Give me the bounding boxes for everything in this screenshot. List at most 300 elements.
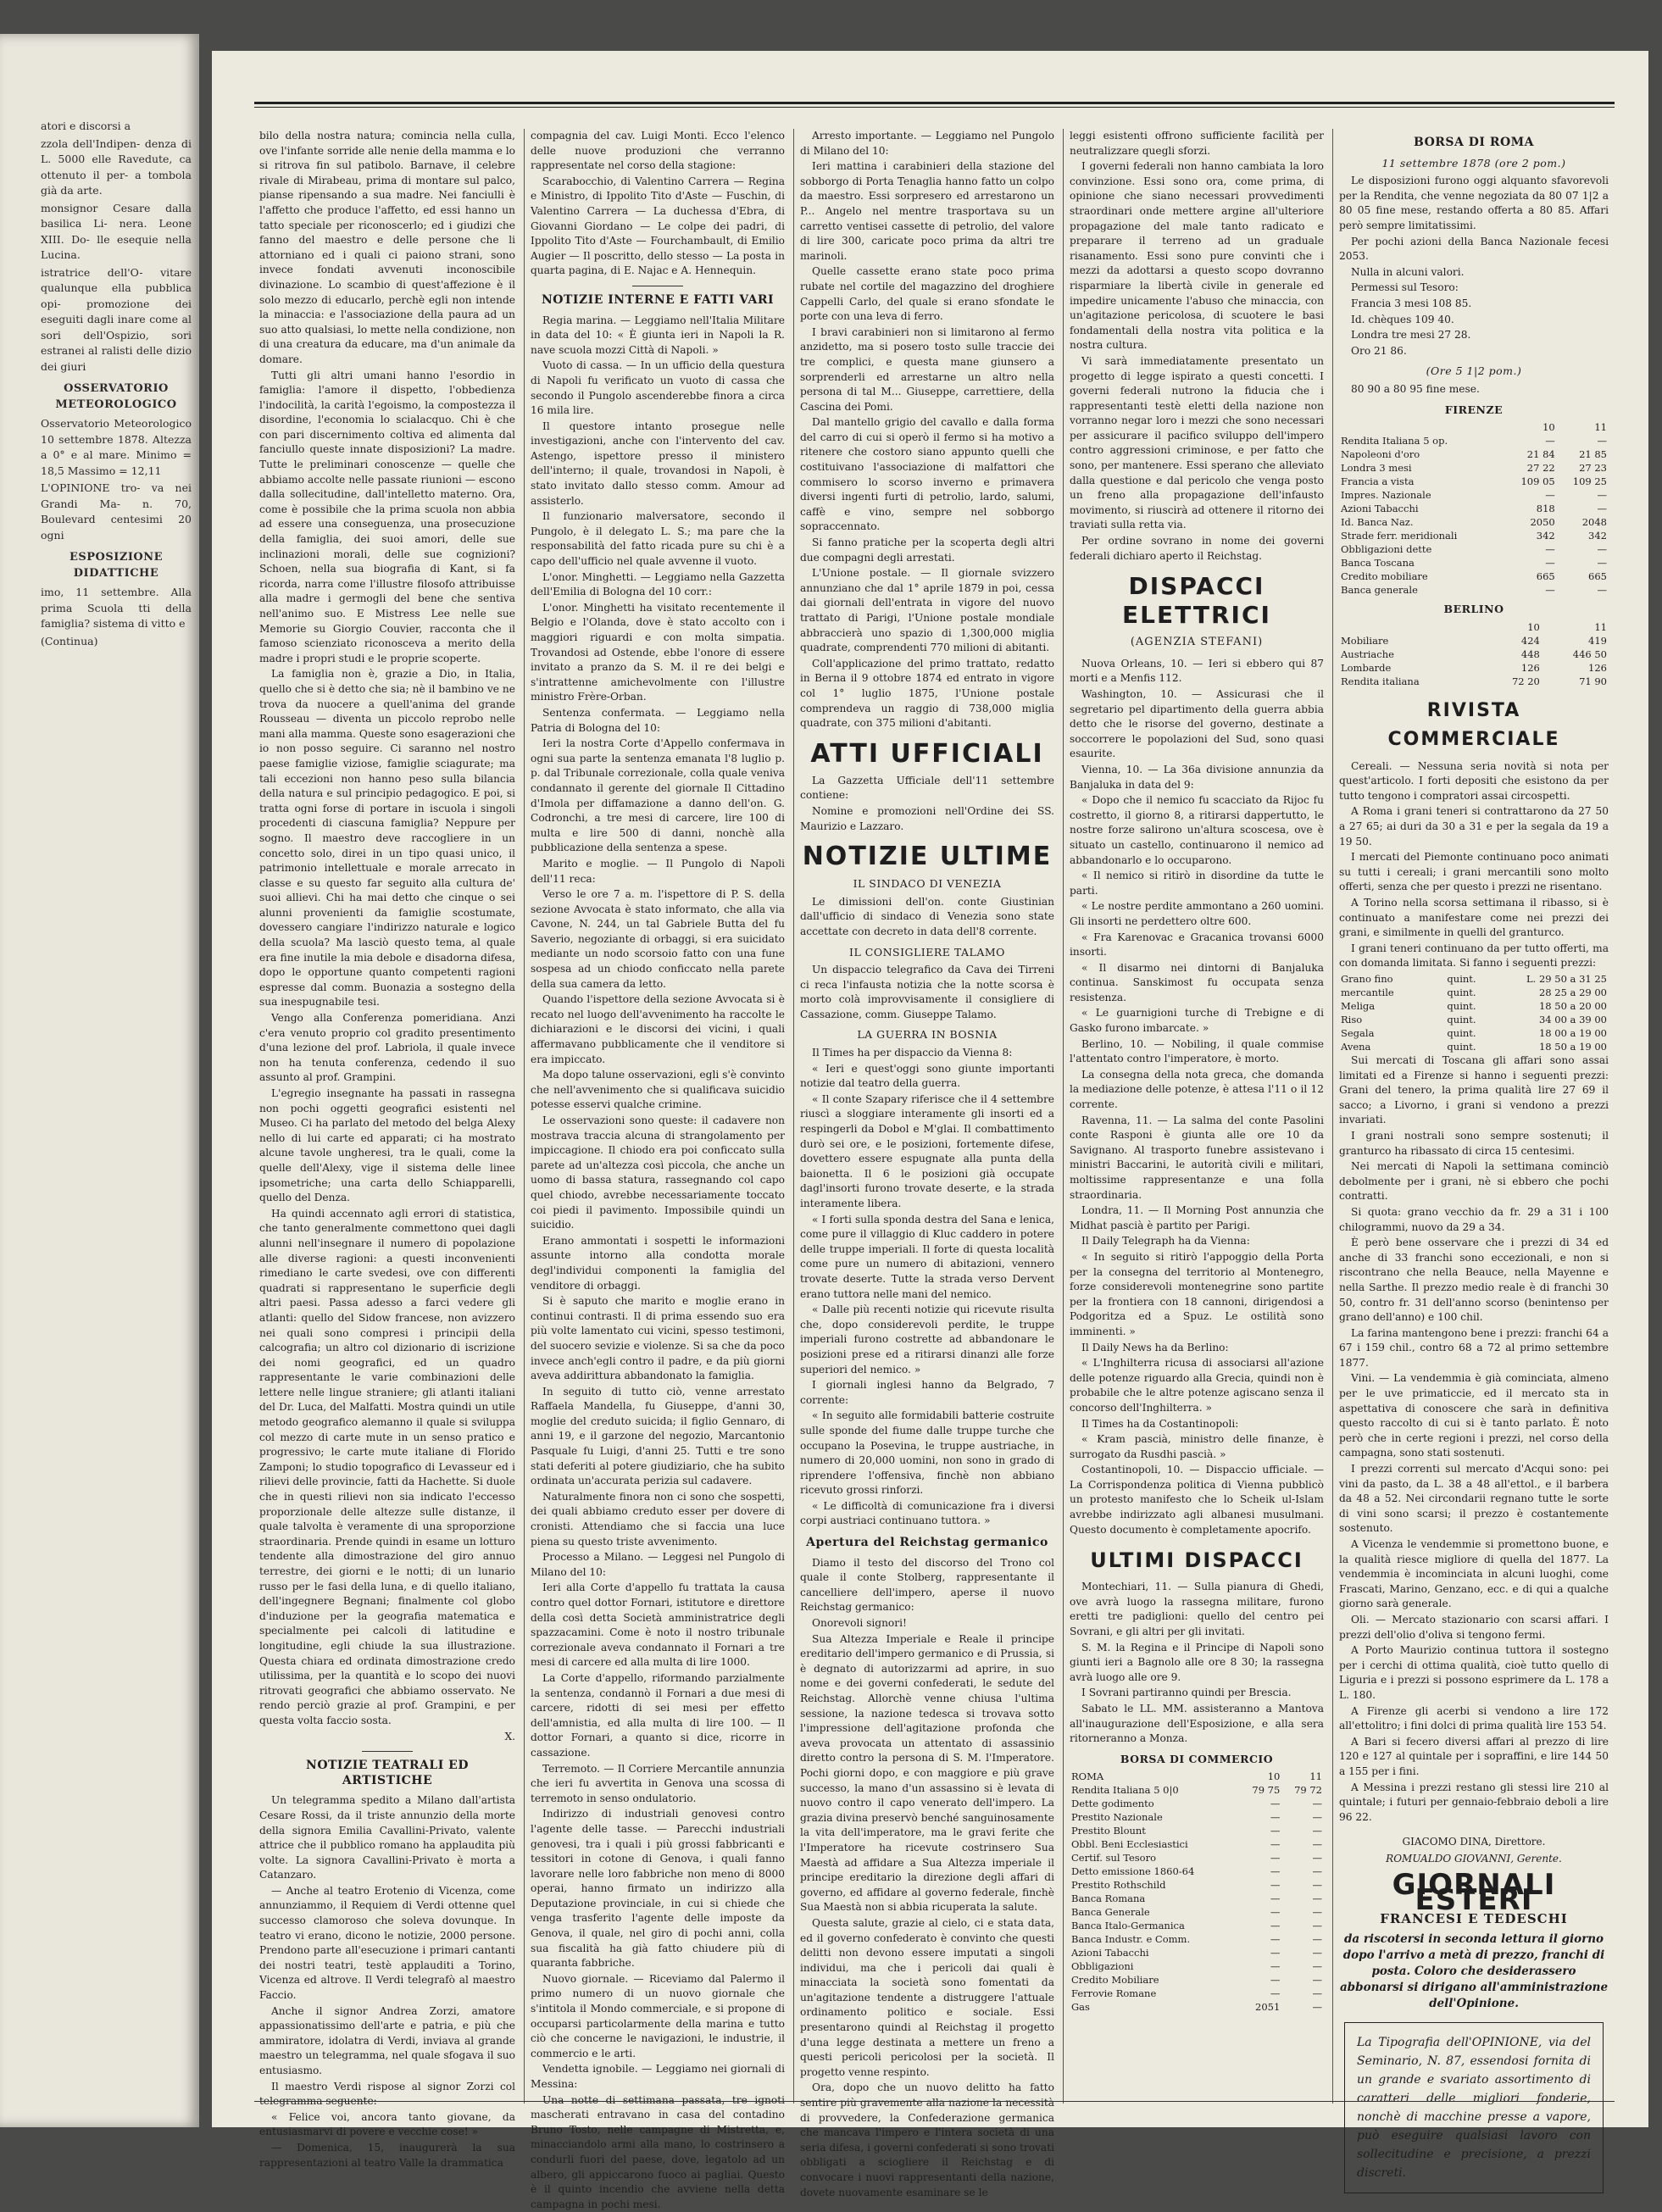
table-value-cell: — <box>1270 1865 1281 1878</box>
table-row <box>1070 1851 1324 1865</box>
article-paragraph: La famiglia non è, grazie a Dio, in Italia, quello che si è detto che sia; nè il bambino ve ne trova da nuocere a quell'anima del grande Rousseau — diventa un piccolo reprobo nelle mani alla mamma. Queste sono esagerazioni che io non posso seguire. Ci saranno nel nostro paese famiglie viziose, famiglie sciagurate; ma tali eccezioni non hanno peso sulla bilancia della natura e sul principio pedagogico. E poi, si tratta ogni forse di portare in iscuola i singoli procedenti di ciascuna famiglia? Neppure per sogno. Il maestro deve raccogliere in un concetto solo, direi in un tipo quasi unico, il patrimonio intellettuale e morale arrecato in classe e su questo far seguito alla cultura de' suoi allievi. Chi ha mai detto che cinque o sei alunni provenienti da famiglie scostumate, dovessero cangiare l'indirizzo naturale e logico della scuola? Ma lasciò questo tema, al quale era fine inutile la mia debole e disadorna difesa, dopo le opportune quanto competenti ragioni espresse dal comm. Buonazia a sostegno della sua inespugnabile tesi. <box>259 668 515 1009</box>
table-date: 11 <box>1594 421 1607 434</box>
table-label-cell: Impres. Nazionale <box>1341 489 1431 502</box>
prev-line: (Continua) <box>41 634 98 647</box>
dispatch: Il Daily News ha da Berlino: <box>1081 1341 1229 1353</box>
table-row <box>1070 1946 1324 1959</box>
table-row <box>1339 570 1609 583</box>
table-label-cell: Dette godimento <box>1071 1798 1154 1810</box>
table-row <box>1339 661 1609 675</box>
table-value-cell: — <box>1270 1987 1281 2000</box>
table-value-cell: — <box>1545 584 1555 597</box>
column-2 <box>531 129 785 2210</box>
prev-line: imo, 11 settembre. Alla prima Scuola tti della famiglia? sistema di vitto e <box>41 586 192 630</box>
news-item: Vi sarà immediatamente presentato un progetto di legge ispirato a questi concetti. I governi federali nutrono la fiducia che i rappresentanti testè eletti della nazione non vorranno negar loro i mezzi che sono necessari per assicurare il pacifico sviluppo dell'impero contro aggressioni criminose, e per fatto che sono, per mantenere. Essi sperano che alleviato dalla questione e dal pericolo che venga posto un freno alla propagazione dell'infausto movimento, si riuscirà ad ottenere il ritorno dei traviati sulla retta via. <box>1070 354 1324 531</box>
news-item: Si è saputo che marito e moglie erano in continui contrasti. Il di prima essendo suo era più volte lamentato cui vicini, spesso testimoni, del suocero sevizie e violenze. Si sa che da poco invece anch'egli contro il padre, e da più giorni aveva addirittura abbandonato la famiglia. <box>531 1295 785 1382</box>
table-label-cell: Rendita Italiana 5 0|0 <box>1071 1784 1179 1797</box>
separator <box>362 1751 413 1752</box>
news-item: Nomine e promozioni nell'Ordine dei SS. Maurizio e Lazzaro. <box>800 804 1054 832</box>
table-value-cell: quint. <box>1447 1000 1476 1012</box>
table-label-cell: Riso <box>1341 1014 1363 1025</box>
news-item: Un dispaccio telegrafico da Cava dei Tirreni ci reca l'infausta notizia che la notte scorsa è morto colà improvvisamente il consigliere di Cassazione, comm. Giuseppe Talamo. <box>800 964 1054 1020</box>
dispatch: « Dopo che il nemico fu scacciato da Rijoc fu costretto, il giorno 8, a ritirarsi dappertutto, le nostre forze salirono un'altura scoscesa, ove è situato un castello, continuarono il nemico ad abbandonarlo e lo occuparono. <box>1070 794 1324 866</box>
table-value-cell: 18 50 a 20 00 <box>1538 1000 1607 1012</box>
dispatch: Sabato le LL. MM. assisteranno a Mantova all'inaugurazione dell'Esposizione, e alla sera ritorneranno a Monza. <box>1070 1703 1324 1745</box>
table-value-cell: — <box>1270 1960 1281 1973</box>
prev-line: atori e discorsi a <box>41 119 131 132</box>
news-item: I bravi carabinieri non si limitarono al fermo anzidetto, ma si posero tosto sulle traccie dei tre complici, e questa mane giunsero a sorprenderli ed arrestarne un altro nella persona di tal M... Giuseppe, carrettiere, della Cascina dei Pomi. <box>800 325 1054 413</box>
news-item: Una notte di settimana passata, tre ignoti mascherati entravano in casa del contadino Bruno Tosto, nelle campagne di Mistretta, e, minacciandolo armi alla mano, lo costrinsero a condurli fuori del paese, dove, legatolo ad un albero, gli appiccarono fuoco ai pagliai. Questo è il quinto incendio che avviene nella detta campagna in pochi mesi. <box>531 2093 785 2210</box>
news-item: Ieri alla Corte d'appello fu trattata la causa contro quel dottor Fornari, istitutore e direttore della così detta Società amministratrice degli spazzacamini. Come è noto il nostro tribunale correzionale aveva condannato il Fornari a tre mesi di carcere ed alla multa di lire 1000. <box>531 1581 785 1669</box>
article-paragraph: Tutti gli altri umani hanno l'esordio in famiglia: l'amore il dispetto, l'obbedienza l'indocilità, la carità l'egoismo, la compostezza il disordine, l'economia lo scialacquo. Chi è che con pari discernimento coltiva ed alimenta dal fanciullo queste innate disposizioni? La madre. Tutte le preliminari conoscenze — quelle che abbiamo accolte nelle passate riunioni — escono dalla sollecitudine, dall'intelletto materno. Ora, come è possibile che la prima scuola non abbia ad essere una conseguenza, una prosecuzione della famiglia, dei suoi amori, delle sue inclinazioni morali, delle sue cognizioni? Schoen, nella sua biografia di Kant, si fa ricorda, narra come l'illustre filosofo attribuisse alla madre i germogli del bene che sentiva nell'animo suo. E Mistress Lee nelle sue Memorie su Giorgio Couvier, racconta che il famoso scienziato riconosceva a merito della madre i propri studi e le proprie scoperte. <box>259 369 515 664</box>
table-value-cell: — <box>1270 1906 1281 1919</box>
table-value-cell: — <box>1545 435 1555 447</box>
news-item: I governi federali non hanno cambiata la loro convinzione. Essi sono ora, come prima, di opinione che siano necessari provvedimenti straordinari onde mettere argine all'ulteriore propagazione del male tanto radicato e preparare il terreno ad un graduale risanamento. Essi sono pure convinti che i mezzi da adottarsi a questo scopo dovranno risparmiare la libertà civile in generale ed impedire unicamente l'abuso che minaccia, con un'agitazione pericolosa, di scuotere le basi fondamentali della nostra vita politica e la nostra cultura. <box>1070 160 1324 352</box>
table-value-cell: 448 <box>1520 647 1540 660</box>
table-value-cell: — <box>1597 557 1607 570</box>
table-value-cell: quint. <box>1447 1027 1476 1039</box>
dispatch: « Il disarmo nei dintorni di Banjaluka continua. Sanskimost fu occupata senza resistenza. <box>1070 961 1324 1003</box>
table-label-cell: Banca Romana <box>1071 1892 1146 1905</box>
table-label-cell: Azioni Tabacchi <box>1341 503 1419 515</box>
table-row <box>1070 1824 1324 1837</box>
previous-page-text <box>41 119 192 651</box>
market-paragraph: Vini. — La vendemmia è già cominciata, almeno per le uve primaticcie, ed il mercato sta in aspettativa di conoscere che sarà in definitiva questo raccolto di cui si è tanto parlato. È noto però che in certe regioni i prezzi, nel corso della campagna, sono stati sostenuti. <box>1339 1372 1609 1459</box>
table-value-cell: quint. <box>1447 973 1476 985</box>
news-item: Si fanno pratiche per la scoperta degli altri due compagni degli arrestati. <box>800 536 1054 564</box>
news-item: Nuovo giornale. — Riceviamo dal Palermo il primo numero di un nuovo giornale che s'intitola il Mondo commerciale, e si propone di occuparsi particolarmente della marina e tutto ciò che concerne le navigazioni, le industrie, il commercio e le arti. <box>531 1972 785 2059</box>
table-label-cell: Banca Generale <box>1071 1906 1150 1919</box>
table-value-cell: 27 22 <box>1526 462 1555 475</box>
table-label-cell: Obbligazioni <box>1071 1960 1134 1973</box>
news-item: Verso le ore 7 a. m. l'ispettore di P. S. della sezione Avvocata è stato informato, che alla via Cavone, N. 244, un tal Gabriele Butta del fu Saverio, negoziante di orbaggi, si era suicidato mediante un nodo scorsoio fatto con una fune sospesa ad un chiodo conficcato nella parete della sua camera da letto. <box>531 888 785 990</box>
column-divider <box>1332 129 1333 2104</box>
market-paragraph: A Firenze gli acerbi si vendono a lire 172 all'ettolitro; i fini dolci di prima qualità lire 153 54. <box>1339 1704 1609 1732</box>
market-line: Francia 3 mesi 108 85. <box>1351 297 1472 309</box>
dispatch: Vienna, 10. — La 36a divisione annunzia da Banjaluka in data del 9: <box>1070 763 1324 791</box>
news-item: « Dalle più recenti notizie qui ricevute risulta che, dopo considerevoli perdite, le truppe imperiali furono costrette ad abbandonare le posizioni prese ed a ritirarsi dinanzi alle forze superiori del nemico. » <box>800 1303 1054 1376</box>
table-label-cell: Obbl. Beni Ecclesiastici <box>1071 1838 1188 1851</box>
market-line: Permessi sul Tesoro: <box>1351 281 1459 294</box>
table-value-cell: — <box>1597 435 1607 447</box>
table-value-cell: 446 50 <box>1572 647 1607 660</box>
table-value-cell: — <box>1270 1974 1281 1987</box>
market-paragraph: Nulla in alcuni valori. <box>1351 265 1465 278</box>
table-row <box>1339 1040 1609 1053</box>
berlino-table <box>1339 620 1609 688</box>
table-value-cell: 342 <box>1588 530 1607 542</box>
table-value-cell: quint. <box>1447 987 1476 998</box>
news-item: Terremoto. — Il Corriere Mercantile annunzia che ieri fu avvertita in Genova una scossa di terremoto in senso ondulatorio. <box>531 1762 785 1804</box>
table-value-cell: — <box>1312 1960 1322 1973</box>
table-row <box>1070 2000 1324 2014</box>
dispatch: Montechiari, 11. — Sulla pianura di Ghedi, ove avrà luogo la rassegna militare, furono eretti tre padiglioni: quello del centro pei Sovrani, e gli altri per gli invitati. <box>1070 1581 1324 1638</box>
table-value-cell: quint. <box>1447 1041 1476 1053</box>
news-item: Onorevoli signori! <box>812 1617 907 1630</box>
table-row <box>1339 515 1609 529</box>
subheading-firenze: FIRENZE <box>1444 403 1504 416</box>
table-value-cell: — <box>1312 1906 1322 1919</box>
table-value-cell: — <box>1270 1852 1281 1865</box>
table-label-cell: Azioni Tabacchi <box>1071 1947 1149 1959</box>
table-value-cell: 419 <box>1588 634 1607 647</box>
news-item: Sentenza confermata. — Leggiamo nella Patria di Bologna del 10: <box>531 706 785 734</box>
table-row <box>1339 999 1609 1013</box>
news-item: Regia marina. — Leggiamo nell'Italia Militare in data del 10: « È giunta ieri in Napoli la R. nave scuola mozzi Città di Napoli. » <box>531 314 785 356</box>
table-date: 10 <box>1267 1770 1281 1783</box>
dispatch: Washington, 10. — Assicurasi che il segretario pel dipartimento della guerra abbia detto che le risorse del governo, destinate a soccorrere le popolazioni del Sud, sono quasi esaurite. <box>1070 688 1324 760</box>
table-label-cell: Prestito Nazionale <box>1071 1811 1163 1824</box>
news-item: Il funzionario malversatore, secondo il Pungolo, è il delegato L. S.; ma pare che la responsabilità del fatto ricada pure su chi è a capo dell'ufficio nel quale avvenne il vuoto. <box>531 510 785 568</box>
article-paragraph: bilo della nostra natura; comincia nella culla, ove l'infante sorride alle nenie della mamma e lo si ritrova fin sul patibolo. Barnave, il celebre rivale di Mirabeau, prima di montare sul palco, pianse ripensando a sua madre. Nei fanciulli è l'affetto che produce l'affetto, ed essi hanno un tatto speciale per riconoscerlo; ed i giudizi che fanno del maestro e delle persone che li attorniano ed i quali ci paiono strani, sono invece fondati avvenuti inconoscibile divinazione. Lo scambio di quest'affezione è il solo mezzo di educarlo, perchè egli non intende la minaccia: e l'associazione della paura ad un suo atto qualsiasi, lo mette nella condizione, non di una creatura da educare, ma d'un animale da domare. <box>259 130 515 365</box>
table-value-cell: L. 29 50 a 31 25 <box>1526 973 1607 985</box>
news-item: Naturalmente finora non ci sono che sospetti, dei quali abbiamo creduto esser per dovere di cronisti. Attendiamo che si faccia una luce piena su questo triste avvenimento. <box>531 1490 785 1548</box>
news-item: La Corte d'appello, riformando parzialmente la sentenza, condannò il Fornari a due mesi di carcere, ridotti di sei mesi per effetto dell'amnistia, ed alla multa di lire 100. — Il dottor Fornari, a quanto si dice, ricorre in cassazione. <box>531 1671 785 1759</box>
article-paragraph: Un telegramma spedito a Milano dall'artista Cesare Rossi, da il triste annunzio della morte della signora Emilia Cavallini-Privato, valente attrice che il pubblico romano ha applaudita più volte. La signora Cavallini-Privato è morta a Catanzaro. <box>259 1794 515 1881</box>
table-label-cell: Francia a vista <box>1341 475 1415 488</box>
table-label-cell: Lombarde <box>1341 661 1392 674</box>
article-signature: X. <box>504 1730 515 1742</box>
column-divider <box>1063 129 1064 2104</box>
prev-heading: OSSERVATORIO METEOROLOGICO <box>55 382 177 411</box>
dispatch: Il Daily Telegraph ha da Vienna: <box>1081 1235 1250 1248</box>
table-label-cell: Id. Banca Naz. <box>1341 516 1414 529</box>
table-row <box>1070 1973 1324 1987</box>
dispatch: Nuova Orleans, 10. — Ieri si ebbero qui 87 morti e a Menfis 112. <box>1070 657 1324 685</box>
table-value-cell: — <box>1312 1987 1322 2000</box>
prev-line: L'OPINIONE tro- va nei Grandi Ma- n. 70, Boulevard centesimi 20 ogni <box>41 481 192 542</box>
table-row <box>1070 1865 1324 1878</box>
market-paragraph: La farina mantengono bene i prezzi: franchi 64 a 67 i 159 chil., contro 68 a 72 al primo settembre 1877. <box>1339 1326 1609 1369</box>
table-row <box>1070 1987 1324 2000</box>
table-label-cell: Banca Toscana <box>1341 557 1415 570</box>
dispatch: La consegna della nota greca, che domanda la mediazione delle potenze, è attesa l'11 o il 12 corrente. <box>1070 1068 1324 1111</box>
news-item: L'Unione postale. — Il giornale svizzero annunziano che dal 1° aprile 1879 in poi, cessa dai giornali dell'entrata in vigore del nuovo trattato di Parigi, l'Unione postale mondiale abbraccierà uno spazio di 1,300,000 miglia quadrate, comprendenti 770 milioni di abitanti. <box>800 567 1054 654</box>
dispatch: « In seguito si ritirò l'appoggio della Porta per la consegna del territorio al Montenegro, forze considerevoli montenegrine sono partite per la frontiera con 18 cannoni, dirigendosi a Podgoritza ed a Spuz. Le ostilità sono imminenti. » <box>1070 1250 1324 1337</box>
table-row <box>1339 556 1609 570</box>
prev-heading: ESPOSIZIONE DIDATTICHE <box>69 551 164 580</box>
market-paragraph: È però bene osservare che i prezzi di 34 ed anche di 33 franchi sono eccezionali, e non si riscontrano che nella Beauce, nella Mayenne e nella Sarthe. Il prezzo medio reale è di franchi 30 50, contro fr. 31 dell'anno scorso (benintenso per grano dell'anno) e 100 chil. <box>1339 1237 1609 1324</box>
prev-line: monsignor Cesare dalla basilica Li- nera. Leone XIII. Do- lle esequie nella Lucina. <box>41 201 192 261</box>
table-value-cell: — <box>1312 1933 1322 1946</box>
table-city: ROMA <box>1071 1770 1104 1783</box>
firenze-table <box>1339 420 1609 597</box>
table-value-cell: — <box>1545 557 1555 570</box>
table-row <box>1339 972 1609 986</box>
news-item: « In seguito alle formidabili batterie costruite sulle sponde del fiume dalle truppe turche che occupano la Posevina, le truppe austriache, in numero di 20,000 uomini, non sono in grado di riprendere l'offensiva, finchè non abbiano ricevuto grossi rinforzi. <box>800 1409 1054 1497</box>
table-value-cell: — <box>1270 1947 1281 1959</box>
column-1 <box>259 129 515 2169</box>
table-row <box>1339 475 1609 488</box>
newspaper-page <box>212 51 1648 2210</box>
column-divider <box>524 129 525 2104</box>
prev-line: Osservatorio Meteorologico 10 settembre 1878. Altezza a 0° e al mare. Minimo = 18,5 Massimo = 12,11 <box>41 417 192 477</box>
dispatch: « Le guarnigioni turche di Trebigne e di Gasko furono imbarcate. » <box>1070 1007 1324 1035</box>
table-value-cell: quint. <box>1447 1014 1476 1025</box>
table-value-cell: — <box>1312 1892 1322 1905</box>
table-row <box>1339 502 1609 515</box>
ad-note: da riscotersi in seconda lettura il giorno dopo l'arrivo a metà di prezzo, franchi di posta. Coloro che desiderassero abbonarsi si dirigano all'amministrazione dell'Opinione. <box>1339 1932 1609 2011</box>
table-value-cell: — <box>1312 1825 1322 1837</box>
news-item: « Il conte Szapary riferisce che il 4 settembre riuscì a sloggiare interamente gli insorti ed a respingerli da Dobol e M'glai. Il combattimento durò sei ore, e le posizioni, fortemente difese, dovettero essere espugnate alla punta della baionetta. Il 6 le posizioni già occupate dagl'insorti furono trovate deserte, e la strada interamente libera. <box>800 1092 1054 1209</box>
table-label-cell: Austriache <box>1341 647 1394 660</box>
table-row <box>1070 1810 1324 1824</box>
table-value-cell: 71 90 <box>1579 675 1607 687</box>
prev-line: zzola dell'Indipen- denza di L. 5000 elle Ravedute, ca ottenuto il per- a tombola già da arte. <box>41 136 192 197</box>
table-date: 11 <box>1594 620 1607 633</box>
table-label-cell: Banca Italo-Germanica <box>1071 1920 1185 1932</box>
market-paragraph: Oli. — Mercato stazionario con scarsi affari. I prezzi dell'olio d'oliva si tengono fermi. <box>1339 1613 1609 1641</box>
table-value-cell: — <box>1597 543 1607 556</box>
news-item: Diamo il testo del discorso del Trono col quale il conte Stolberg, rappresentante il cancelliere dell'impero, aperse il nuovo Reichstag germanico: <box>800 1556 1054 1614</box>
table-value-cell: 2051 <box>1255 2001 1281 2014</box>
news-item: Vuoto di cassa. — In un ufficio della questura di Napoli fu verificato un vuoto di cassa che secondo il Pungolo ascenderebbe finora a circa 16 mila lire. <box>531 359 785 417</box>
article-paragraph: compagnia del cav. Luigi Monti. Ecco l'elenco delle nuove produzioni che verranno rappresentate nel corso della stagione: <box>531 130 785 172</box>
tipografia-ad-box: La Tipografia dell'OPINIONE, via del Seminario, N. 87, essendosi fornita di un grande e svariato assortimento di caratteri delle migliori fonderie, nonchè di macchine presse a vapore, può eseguire qualsiasi lavoro con sollecitudine e precisione, a prezzi discreti. <box>1344 2022 1604 2193</box>
market-paragraph: Per pochi azioni della Banca Nazionale fecesi 2053. <box>1339 235 1609 263</box>
dispatch: « Le nostre perdite ammontano a 260 uomini. Gli insorti ne perdettero oltre 600. <box>1070 900 1324 927</box>
table-value-cell: 126 <box>1520 661 1540 674</box>
news-item: Le dimissioni dell'on. conte Giustinian dall'ufficio di sindaco di Venezia sono state accettate con decreto in data dell'8 corrente. <box>800 895 1054 937</box>
table-value-cell: 18 50 a 19 00 <box>1538 1041 1607 1053</box>
prev-line: istratrice dell'O- vitare qualunque ella pubblica opi- promozione dei eseguiti dagli inare come al sori dell'Ospizio, sori estranei al ralisti delle dizio dei giuri <box>41 265 192 373</box>
table-label-cell: Prestito Blount <box>1071 1825 1146 1837</box>
previous-page-edge <box>0 34 199 2127</box>
table-header-row <box>1070 1770 1324 1783</box>
table-label-cell: Rendita italiana <box>1341 675 1420 687</box>
table-row <box>1339 447 1609 461</box>
market-paragraph: A Vicenza le vendemmie si promettono buone, e la qualità riesce migliore di quella del 1877. La vendemmia è incominciata in alcuni luoghi, come Frascati, Marino, Genzano, ecc. e di qui a qualche giorno sarà generale. <box>1339 1538 1609 1610</box>
subheading-borsa-commercio: BORSA DI COMMERCIO <box>1120 1752 1274 1765</box>
article-paragraph: Vengo alla Conferenza pomeridiana. Anzi c'era venuto proprio col gradito presentimento d'una lezione del prof. Labriola, il quale invece non ha tenuta conferenza, cedendo il suo assunto al prof. Grampini. <box>259 1012 515 1084</box>
table-label-cell: Banca Industr. e Comm. <box>1071 1933 1191 1946</box>
news-item: Ma dopo talune osservazioni, egli s'è convinto che nell'avvenimento che si qualificava suicidio potesse esservi qualche crimine. <box>531 1069 785 1111</box>
table-value-cell: 2048 <box>1581 516 1607 529</box>
borsa-commercio-table <box>1070 1770 1324 2014</box>
table-value-cell: — <box>1597 584 1607 597</box>
dispatch: Il Times ha da Costantinopoli: <box>1081 1417 1239 1430</box>
table-row <box>1070 1892 1324 1905</box>
table-value-cell: — <box>1312 2001 1322 2014</box>
market-paragraph: I grani teneri continuano da per tutto offerti, ma con domanda limitata. Si fanno i seguenti prezzi: <box>1339 942 1609 970</box>
table-value-cell: 109 25 <box>1572 475 1607 488</box>
table-header-row <box>1339 620 1609 634</box>
table-value-cell: 126 <box>1588 661 1607 674</box>
market-paragraph: Si quota: grano vecchio da fr. 29 a 31 i 100 chilogrammi, nuovo da 29 a 34. <box>1339 1205 1609 1233</box>
table-row <box>1339 1026 1609 1040</box>
news-item: Quelle cassette erano state poco prima rubate nel cortile del magazzino del droghiere Cappelli Carlo, del quale si erano sfondate le porte con una leva di ferro. <box>800 265 1054 323</box>
market-paragraph: Sui mercati di Toscana gli affari sono assai limitati ed a Firenze si hanno i seguenti prezzi: Grani del tenero, la prima qualità lire 27 69 il sacco; a Livorno, i grani si vendono a prezzi invariati. <box>1339 1054 1609 1126</box>
news-item: « Le difficoltà di comunicazione fra i diversi corpi austriaci continuano tuttora. » <box>800 1499 1054 1527</box>
table-value-cell: — <box>1270 1811 1281 1824</box>
ad-title: GIORNALI ESTERI <box>1392 1868 1556 1918</box>
table-value-cell: 21 85 <box>1579 448 1607 461</box>
market-line: Londra tre mesi 27 28. <box>1351 329 1471 342</box>
section-heading-ultime: NOTIZIE ULTIME <box>802 842 1053 872</box>
subheading-reichstag: Apertura del Reichstag germanico <box>806 1536 1048 1550</box>
news-item: leggi esistenti offrono sufficiente facilità per neutralizzare quegli sforzi. <box>1070 130 1324 157</box>
market-paragraph: A Bari si fecero diversi affari al prezzo di lire 120 e 127 al quintale per i sopraffini, e lire 144 50 a 155 per i fini. <box>1339 1735 1609 1777</box>
table-value-cell: — <box>1312 1838 1322 1851</box>
table-row <box>1070 1797 1324 1810</box>
table-label-cell: Banca generale <box>1341 584 1418 597</box>
news-item: L'onor. Minghetti ha visitato recentemente il Belgio e l'Olanda, dove è stato accolto con i maggiori riguardi e con molta simpatia. Trovandosi ad Ostende, ebbe l'onore di essere invitato a pranzo da S. M. il re dei belgi e s'intrattenne amichevolmente con l'illustre ministro Frère-Orban. <box>531 601 785 703</box>
dispatch: « L'Inghilterra ricusa di associarsi all'azione delle potenze riguardo alla Grecia, quindi non è probabile che le altre potenze agiscano senza il concorso dell'Inghilterra. » <box>1070 1357 1324 1414</box>
table-value-cell: — <box>1597 503 1607 515</box>
news-item: Per ordine sovrano in nome dei governi federali dichiaro aperto il Reichstag. <box>1070 535 1324 562</box>
market-paragraph: A Roma i grani teneri si contrattarono da 27 50 a 27 65; ai duri da 30 a 31 e per la segala da 19 a 19 50. <box>1339 805 1609 848</box>
market-line: Oro 21 86. <box>1351 344 1407 357</box>
table-value-cell: 2050 <box>1530 516 1555 529</box>
table-label-cell: Mobiliare <box>1341 634 1389 647</box>
news-item: Vendetta ignobile. — Leggiamo nei giornali di Messina: <box>531 2063 785 2090</box>
table-value-cell: — <box>1270 1798 1281 1810</box>
dispatch: « Kram pascià, ministro delle finanze, è surrogato da Rusdhi pascià. » <box>1070 1433 1324 1460</box>
table-row <box>1070 1919 1324 1932</box>
table-value-cell: — <box>1545 489 1555 502</box>
table-value-cell: 34 00 a 39 00 <box>1538 1014 1607 1025</box>
table-label-cell: Gas <box>1071 2001 1090 2014</box>
news-item: Questa salute, grazie al cielo, ci e stata data, ed il governo confederato è convinto che questi delitti non devono essere imputati a singoli individui, ma che i pericoli dai quali è minacciata la società sono fomentati da un'agitazione tendente a distruggere l'attuale ordinamento politico e sociale. Essi presentarono quindi al Reichstag il progetto d'una legge destinata a mettere un freno a questi pericoli pericolosi per la società. Il progetto venne respinto. <box>800 1916 1054 2078</box>
table-value-cell: 79 75 <box>1252 1784 1281 1797</box>
news-item: In seguito di tutto ciò, venne arrestato Raffaela Mandella, fu Giuseppe, d'anni 30, moglie del creduto suicida; il figlio Gennaro, di anni 19, e il garzone del negozio, Marcantonio Pasquale fu Luigi, d'anni 25. Tutti e tre sono stati deferiti al potere giudiziario, che ha subito ordinata un'accurata perizia sul cadavere. <box>531 1385 785 1487</box>
table-row <box>1070 1932 1324 1946</box>
table-value-cell: — <box>1312 1974 1322 1987</box>
table-label-cell: Strade ferr. meridionali <box>1341 530 1458 542</box>
table-value-cell: — <box>1312 1798 1322 1810</box>
table-value-cell: — <box>1312 1852 1322 1865</box>
market-line: Id. chèques 109 40. <box>1351 313 1454 325</box>
section-heading-ultimi: ULTIMI DISPACCI <box>1090 1548 1303 1573</box>
news-item: L'onor. Minghetti. — Leggiamo nella Gazzetta dell'Emilia di Bologna del 10 corr.: <box>531 570 785 598</box>
news-item: Quando l'ispettore della sezione Avvocata si è recato nel luogo dell'avvenimento ha raccolte le dichiarazioni e le discorsi dei vicini, i quali affermavano pubblicamente che il venditore si era impiccato. <box>531 993 785 1065</box>
table-label-cell: Avena <box>1341 1041 1371 1053</box>
subheading: IL SINDACO DI VENEZIA <box>853 877 1002 891</box>
subheading: IL CONSIGLIERE TALAMO <box>849 945 1005 959</box>
table-label-cell: Prestito Rothschild <box>1071 1879 1166 1892</box>
subheading-agency: (AGENZIA STEFANI) <box>1130 636 1264 649</box>
article-paragraph: « Felice voi, ancora tanto giovane, da entusiasmarvi di povere e vecchie cose! » <box>259 2110 515 2138</box>
table-value-cell: 424 <box>1520 634 1540 647</box>
table-value-cell: — <box>1270 1892 1281 1905</box>
dispatch: Berlino, 10. — Nobiling, il quale commise l'attentato contro l'imperatore, è morto. <box>1070 1037 1324 1065</box>
market-paragraph: A Messina i prezzi restano gli stessi lire 210 al quintale; i futuri per gennaio-febbraio deboli a lire 96 22. <box>1339 1781 1609 1823</box>
market-paragraph: Cereali. — Nessuna seria novità si nota per quest'articolo. I forti depositi che esistono da per tutto tengono i compratori assai circospetti. <box>1339 759 1609 802</box>
subheading: LA GUERRA IN BOSNIA <box>857 1028 998 1042</box>
table-value-cell: 18 00 a 19 00 <box>1538 1027 1607 1039</box>
table-date: 11 <box>1309 1770 1322 1783</box>
section-heading-dispacci: DISPACCI ELETTRICI <box>1122 572 1271 630</box>
table-value-cell: 27 23 <box>1579 462 1607 475</box>
table-value-cell: — <box>1270 1879 1281 1892</box>
table-value-cell: 28 25 a 29 00 <box>1538 987 1607 998</box>
table-value-cell: — <box>1312 1811 1322 1824</box>
bottom-rule <box>254 2101 1615 2102</box>
section-heading-borsa: BORSA DI ROMA <box>1413 136 1535 149</box>
table-label-cell: Detto emissione 1860-64 <box>1071 1865 1195 1878</box>
table-label-cell: Certif. sul Tesoro <box>1071 1852 1157 1865</box>
table-date: 10 <box>1542 421 1555 434</box>
news-item: Il questore intanto prosegue nelle investigazioni, anche con l'intervento del cav. Astengo, ispettore presso il ministero dell'interno; il quale, trovandosi in Napoli, è stato invitato dallo stesso comm. Amour ad assisterlo. <box>531 420 785 507</box>
table-label-cell: Rendita Italiana 5 op. <box>1341 435 1448 447</box>
table-header-row <box>1339 420 1609 434</box>
table-value-cell: — <box>1312 1947 1322 1959</box>
table-value-cell: 818 <box>1536 503 1555 515</box>
director-signature: GIACOMO DINA, Direttore. <box>1402 1836 1546 1848</box>
article-paragraph: Ha quindi accennato agli errori di statistica, che tanto generalmente commettono quei dagli alunni nell'insegnare il numero di popolazione alle diverse ragioni: a questi inconvenienti rimediano le carte svedesi, ove con differenti quadrati si rappresentano le superficie degli altri paesi. Passa adesso a farci vedere gli atlanti: quello del Sidow francese, non avizzero nei quali sono compresi i principii della calcografia; un altro col dizionario di iscrizione dei nomi geografici, ed un quadro rappresentante le varie combinazioni delle lettere nelle lingue straniere; gli atlanti italiani del Dr. Luca, del Malfatti. Mostra quindi un utile metodo geografico alemanno il quale si sviluppa col mezzo di carte mute in un senso pratico e progressivo; le carte mute italiane di Florido Zamponi; lo studio topografico di Levasseur ed i rilievi delle provincie, fatti da Hachette. Si duole che in questi rilievi non sia indicato l'eccesso proporzionale delle altezze sulle distanze, il quale talvolta è veramente di una sproporzione straordinaria. Prende quindi in esame un lotturo tendente alla dimostrazione del giro annuo terrestre, dei giorni e le notti; di un lunario russo per le fasi della luna, e di quello italiano, dell'ingegnere Begnani; finalmente col globo d'induzione per la geografia matematica e specialmente pei calcoli di latitudine e longitudine, egli chiude la sua illustrazione. Questa chiara ed ordinata dimostrazione credo utilissima, per la quantità e lo scopo dei nuovi ritrovati geografici che abbiamo osservato. Ne rendo perciò grazie al prof. Grampini, e per questa volta faccio sosta. <box>259 1207 515 1726</box>
table-row <box>1339 1013 1609 1026</box>
table-value-cell: — <box>1270 1933 1281 1946</box>
section-heading-rivista: RIVISTA COMMERCIALE <box>1387 699 1560 750</box>
news-item: « Ieri e quest'oggi sono giunte importanti notizie dal teatro della guerra. <box>800 1062 1054 1090</box>
table-row <box>1339 542 1609 556</box>
table-value-cell: — <box>1597 489 1607 502</box>
table-value-cell: — <box>1270 1838 1281 1851</box>
news-item: La Gazzetta Ufficiale dell'11 settembre contiene: <box>800 774 1054 802</box>
news-item: Indirizzo di industriali genovesi contro l'agente delle tasse. — Parecchi industriali genovesi, tra i quali i più grossi fabbricanti e tessitori in cotone di Genova, i quali fanno lavorare nelle loro fabbriche non meno di 8000 operai, hanno firmato un indirizzo alla Deputazione provinciale, in cui si chiede che venga trasferito l'agente delle imposte da Genova, il quale, nel giro di pochi anni, colla sua fiscalità ha già fatto chiudere più di quaranta fabbriche. <box>531 1808 785 1970</box>
market-paragraph: Nei mercati di Napoli la settimana cominciò debolmente per i grani, nè si ebbero che pochi contratti. <box>1339 1160 1609 1203</box>
borsa-note: (Ore 5 1|2 pom.) <box>1426 364 1522 378</box>
table-row <box>1070 1959 1324 1973</box>
subheading-berlino: BERLINO <box>1443 603 1504 616</box>
table-value-cell: — <box>1545 543 1555 556</box>
table-value-cell: — <box>1312 1865 1322 1878</box>
table-value-cell: 665 <box>1536 570 1555 583</box>
table-row <box>1070 1905 1324 1919</box>
table-value-cell: 109 05 <box>1520 475 1555 488</box>
table-row <box>1339 529 1609 542</box>
rivista-prices-table <box>1339 972 1609 1053</box>
section-heading-atti: ATTI UFFICIALI <box>810 738 1044 769</box>
news-item: Sua Altezza Imperiale e Reale il principe ereditario dell'impero germanico e di Prussia, si è degnato di autorizzarmi ad aprire, in suo nome e dei governi confederati, le sedute del Reichstag. Allorchè venne chiusa l'ultima sessione, la nazione tedesca si trovava sotto l'impressione dell'agitazione profonda che aveva provocata un attentato di assassinio diretto contro la persona di S. M. l'Imperatore. Pochi giorni dopo, e con maggiore e più grave successo, la mano d'un assassino si è levata di nuovo contro il capo venerato dell'impero. La grazia divina preservò benché sanguinosamente la vita dell'imperatore, ma le gravi ferite che l'Imperatore ha ricevute costrinsero Sua Maestà ad affidare a Sua Altezza imperiale il principe ereditario la direzione degli affari di governo, ed affidare al governo federale, finchè Sua Maestà non si abbia ricuperata la salute. <box>800 1632 1054 1914</box>
dispatch: I Sovrani partiranno quindi per Brescia. <box>1081 1687 1292 1699</box>
table-row <box>1339 583 1609 597</box>
market-paragraph: Le disposizioni furono oggi alquanto sfavorevoli per la Rendita, che venne negoziata da 80 07 1|2 a 80 05 fine mese, restando offerta a 80 85. Affari però sempre limitatissimi. <box>1339 175 1609 231</box>
news-item: Coll'applicazione del primo trattato, redatto in Berna il 9 ottobre 1874 ed entrato in vigore col 1° luglio 1875, l'Unione postale comprendeva un raggio di 738,000 miglia quadrate, con 375 milioni d'abitanti. <box>800 657 1054 730</box>
table-value-cell: — <box>1312 1879 1322 1892</box>
table-value-cell: — <box>1270 1825 1281 1837</box>
news-item: Il Times ha per dispaccio da Vienna 8: <box>812 1047 1013 1059</box>
market-line: 80 90 a 80 95 fine mese. <box>1351 382 1480 395</box>
top-rule <box>254 102 1615 104</box>
article-paragraph: Il maestro Verdi rispose al signor Zorzi col telegramma seguente: <box>259 2080 515 2108</box>
article-paragraph: — Domenica, 15, inaugurerà la sua rappresentazioni al teatro Valle la drammatica <box>259 2141 515 2169</box>
borsa-date: 11 settembre 1878 (ore 2 pom.) <box>1381 156 1566 170</box>
table-label-cell: Londra 3 mesi <box>1341 462 1412 475</box>
market-paragraph: A Porto Maurizio continua tuttora il sostegno per i cerchi di ottima qualità, cioè tutto quello di Liguria e i prezzi si possono esprimere da L. 178 a L. 180. <box>1339 1644 1609 1701</box>
column-5 <box>1339 129 1609 2181</box>
table-row <box>1070 1878 1324 1892</box>
market-paragraph: I prezzi correnti sul mercato d'Acqui sono: pei vini da pasto, da L. 38 a 48 all'ettol., e il barbera da 48 a 52. Nei circondarii regnano tutte le sorte di vini sono scarsi; il prezzo è costantemente sostenuto. <box>1339 1463 1609 1535</box>
table-row <box>1339 675 1609 688</box>
news-item: Ieri mattina i carabinieri della stazione del sobborgo di Porta Tenaglia hanno fatto un colpo da maestro. Essi sorpresero ed arrestarono un P... Angelo nel mentre trasportava su un carretto ventisei cassette di petrolio, del valore di lire 300, caricate poco prima da altri tre marinoli. <box>800 160 1054 262</box>
ad-subtitle: FRANCESI E TEDESCHI <box>1380 1910 1568 1926</box>
news-item: Processo a Milano. — Leggesi nel Pungolo di Milano del 10: <box>531 1551 785 1578</box>
article-paragraph: L'egregio insegnante ha passati in rassegna non pochi oggetti geografici esistenti nel Museo. Ci ha parlato del metodo del belga Alexy nello di lui carte ed apparati; ci ha mostrato alcune tavole ungheresi, tra le quali, come la quelle dell'Alexy, vige il sistema delle linee ipsometriche; una carta dello Schiapparelli, quello del Denza. <box>259 1087 515 1204</box>
table-row <box>1070 1783 1324 1797</box>
table-value-cell: 665 <box>1588 570 1607 583</box>
table-row <box>1339 434 1609 447</box>
table-label-cell: Credito Mobiliare <box>1071 1974 1159 1987</box>
table-value-cell: 342 <box>1536 530 1555 542</box>
news-item: Marito e moglie. — Il Pungolo di Napoli dell'11 reca: <box>531 857 785 885</box>
news-item: I giornali inglesi hanno da Belgrado, 7 corrente: <box>800 1379 1054 1406</box>
table-row <box>1339 647 1609 661</box>
table-value-cell: — <box>1312 1920 1322 1932</box>
news-item: « I forti sulla sponda destra del Sana e lenica, come pure il villaggio di Kluc caddero in potere delle truppe imperiali. Il forte di questa località come pure un numero di abitazioni, vennero trovate deserte. Tutte la strada verso Dervent erano tuttora nelle mani del nemico. <box>800 1213 1054 1300</box>
dispatch: S. M. la Regina e il Principe di Napoli sono giunti ieri a Bagnolo alle ore 8 30; la rassegna avrà luogo alle ore 9. <box>1070 1641 1324 1683</box>
column-divider <box>793 129 794 2104</box>
